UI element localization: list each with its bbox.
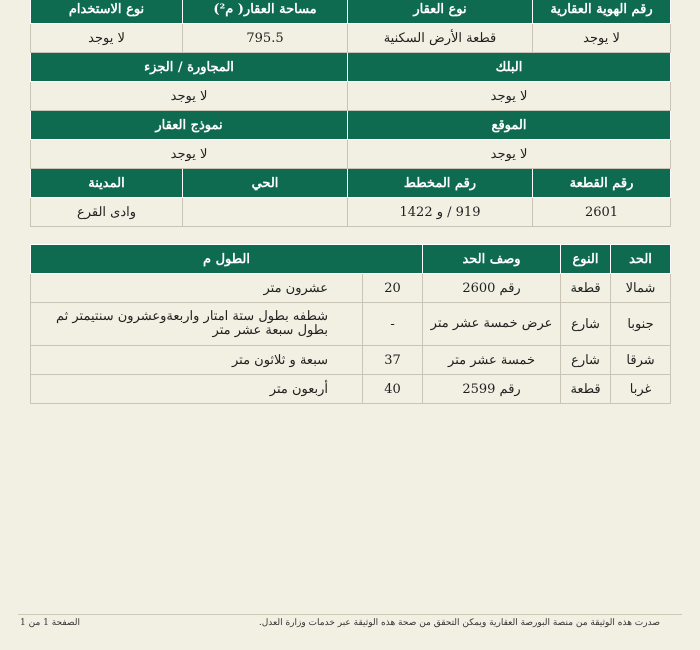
length-cell: 37 <box>363 346 423 375</box>
value-cell: لا يوجد <box>348 82 671 111</box>
header-cell: البلك <box>348 53 671 82</box>
page-number: الصفحة 1 من 1 <box>20 618 80 628</box>
value-cell: قطعة الأرض السكنية <box>348 24 533 53</box>
value-row <box>31 140 671 169</box>
length-text-cell: شطفه بطول ستة امتار واربعةوعشرون سنتيمتر ثم بطول سبعة عشر متر <box>31 303 363 346</box>
header-cell: رقم المخطط <box>348 169 533 198</box>
header-cell: نوع الاستخدام <box>31 0 183 24</box>
side-cell: غربا <box>611 375 671 404</box>
value-row <box>31 198 671 227</box>
header-row <box>31 0 671 24</box>
footer-divider <box>18 614 682 615</box>
value-cell <box>183 198 348 227</box>
header-cell: الحد <box>611 245 671 274</box>
side-cell: جنوبا <box>611 303 671 346</box>
value-cell: وادى القرع <box>31 198 183 227</box>
description-cell: عرض خمسة عشر متر <box>423 303 561 346</box>
header-row <box>31 169 671 198</box>
header-cell: الموقع <box>348 111 671 140</box>
header-cell: نموذج العقار <box>31 111 348 140</box>
header-row <box>31 245 671 274</box>
side-cell: شمالا <box>611 274 671 303</box>
header-cell: المدينة <box>31 169 183 198</box>
header-cell: مساحة العقار( م²) <box>183 0 348 24</box>
header-row <box>31 53 671 82</box>
length-text-cell: أربعون متر <box>31 375 363 404</box>
value-cell: 919 / و 1422 <box>348 198 533 227</box>
length-text-cell: عشرون متر <box>31 274 363 303</box>
property-info-table <box>30 0 671 227</box>
header-cell: وصف الحد <box>423 245 561 274</box>
value-cell: 795.5 <box>183 24 348 53</box>
header-cell: المجاورة / الجزء <box>31 53 348 82</box>
header-cell: الحي <box>183 169 348 198</box>
value-row <box>31 24 671 53</box>
header-row <box>31 111 671 140</box>
table-row <box>31 303 671 346</box>
footer-note: صدرت هذه الوثيقة من منصة البورصة العقارية ويمكن التحقق من صحة هذه الوثيقة عبر خدمات وزارة العدل. <box>258 618 660 628</box>
value-cell: لا يوجد <box>31 140 348 169</box>
table-row <box>31 346 671 375</box>
header-cell: الطول م <box>31 245 423 274</box>
value-cell: لا يوجد <box>533 24 671 53</box>
table-row <box>31 274 671 303</box>
type-cell: شارع <box>561 303 611 346</box>
value-cell: 2601 <box>533 198 671 227</box>
length-text-cell: سبعة و ثلاثون متر <box>31 346 363 375</box>
type-cell: قطعة <box>561 375 611 404</box>
description-cell: خمسة عشر متر <box>423 346 561 375</box>
value-row <box>31 82 671 111</box>
value-cell: لا يوجد <box>31 24 183 53</box>
type-cell: شارع <box>561 346 611 375</box>
header-cell: نوع العقار <box>348 0 533 24</box>
table-row <box>31 375 671 404</box>
side-cell: شرقا <box>611 346 671 375</box>
header-cell: رقم الهوية العقارية <box>533 0 671 24</box>
description-cell: رقم 2599 <box>423 375 561 404</box>
description-cell: رقم 2600 <box>423 274 561 303</box>
length-cell: 40 <box>363 375 423 404</box>
header-cell: رقم القطعة <box>533 169 671 198</box>
type-cell: قطعة <box>561 274 611 303</box>
boundaries-table <box>30 244 671 404</box>
length-cell: - <box>363 303 423 346</box>
length-cell: 20 <box>363 274 423 303</box>
header-cell: النوع <box>561 245 611 274</box>
value-cell: لا يوجد <box>31 82 348 111</box>
value-cell: لا يوجد <box>348 140 671 169</box>
